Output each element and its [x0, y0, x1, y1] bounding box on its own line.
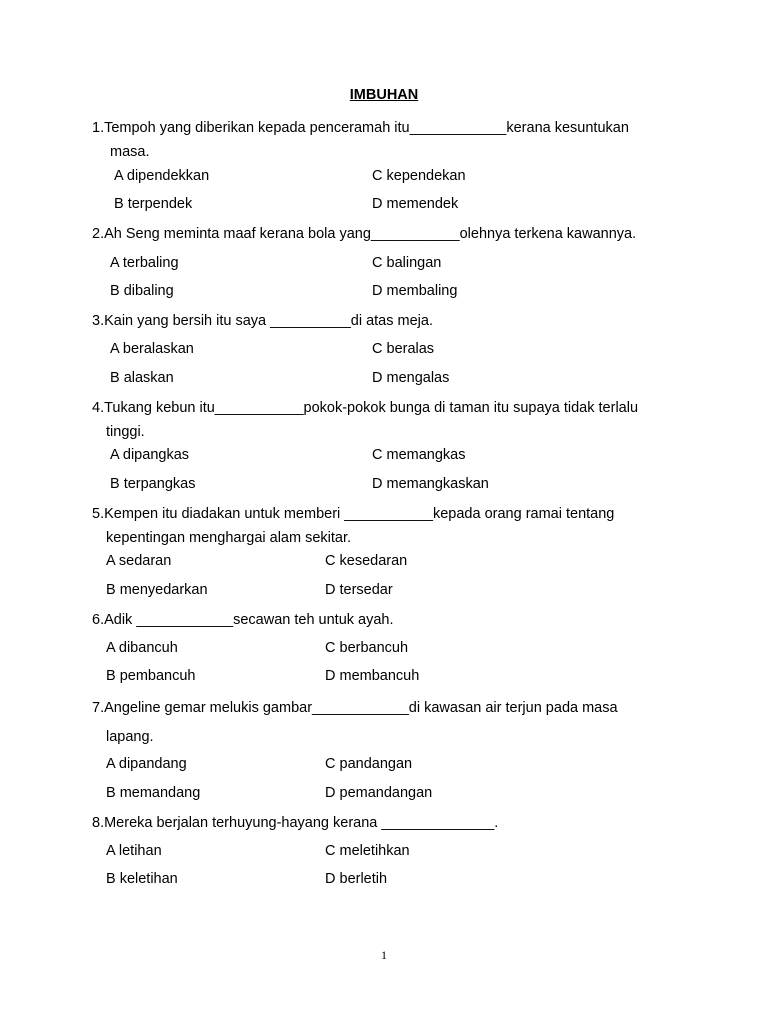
question-text: 6.Adik ____________secawan teh untuk ayah. — [92, 612, 394, 628]
option-d: D membancuh — [325, 668, 420, 684]
option-b: B pembancuh — [106, 668, 196, 684]
question-text-continued: tinggi. — [106, 424, 145, 440]
option-b: B menyedarkan — [106, 582, 208, 598]
option-b: B dibaling — [110, 283, 174, 299]
option-a: A letihan — [106, 843, 162, 859]
question-text-continued: lapang. — [106, 729, 154, 745]
question-text: 4.Tukang kebun itu___________pokok-pokok bunga di taman itu supaya tidak terlalu — [92, 400, 639, 416]
option-d: D memendek — [372, 196, 459, 212]
question-text-continued: masa. — [110, 144, 150, 160]
question-text: 1.Tempoh yang diberikan kepada penceramah itu____________kerana kesuntukan — [92, 120, 629, 136]
option-c: C balingan — [372, 255, 442, 271]
question-3 — [92, 309, 682, 333]
option-a: A dipangkas — [110, 447, 190, 463]
option-c: C meletihkan — [325, 843, 410, 859]
option-d: D tersedar — [325, 582, 393, 598]
option-b: B terpendek — [114, 196, 193, 212]
option-c: C beralas — [372, 341, 435, 357]
question-6 — [92, 608, 682, 632]
question-text: 7.Angeline gemar melukis gambar____________di kawasan air terjun pada masa — [92, 700, 618, 716]
option-d: D membaling — [372, 283, 458, 299]
option-c: C kependekan — [372, 168, 466, 184]
question-text: 5.Kempen itu diadakan untuk memberi ___________kepada orang ramai tentang — [92, 506, 615, 522]
option-a: A dipandang — [106, 756, 187, 772]
option-a: A dipendekkan — [114, 168, 210, 184]
option-c: C berbancuh — [325, 640, 409, 656]
option-a: A dibancuh — [106, 640, 178, 656]
option-d: D pemandangan — [325, 785, 433, 801]
page-number: 1 — [381, 948, 387, 962]
option-b: B keletihan — [106, 871, 178, 887]
option-d: D mengalas — [372, 370, 450, 386]
option-d: D memangkaskan — [372, 476, 489, 492]
question-1 — [92, 116, 682, 164]
option-a: A beralaskan — [110, 341, 194, 357]
question-5 — [92, 502, 682, 550]
option-c: C kesedaran — [325, 553, 408, 569]
question-8 — [92, 811, 682, 835]
option-b: B memandang — [106, 785, 201, 801]
worksheet-title: IMBUHAN — [349, 87, 419, 103]
option-a: A sedaran — [106, 553, 172, 569]
question-7 — [92, 694, 682, 752]
option-a: A terbaling — [110, 255, 179, 271]
question-text-continued: kepentingan menghargai alam sekitar. — [106, 530, 352, 546]
option-c: C memangkas — [372, 447, 466, 463]
option-d: D berletih — [325, 871, 388, 887]
question-4 — [92, 396, 682, 444]
question-text: 2.Ah Seng meminta maaf kerana bola yang___________olehnya terkena kawannya. — [92, 226, 637, 242]
question-text: 8.Mereka berjalan terhuyung-hayang kerana ______________. — [92, 815, 499, 831]
question-text: 3.Kain yang bersih itu saya __________di atas meja. — [92, 313, 433, 329]
option-c: C pandangan — [325, 756, 413, 772]
option-b: B terpangkas — [110, 476, 196, 492]
option-b: B alaskan — [110, 370, 174, 386]
question-2 — [92, 222, 692, 246]
